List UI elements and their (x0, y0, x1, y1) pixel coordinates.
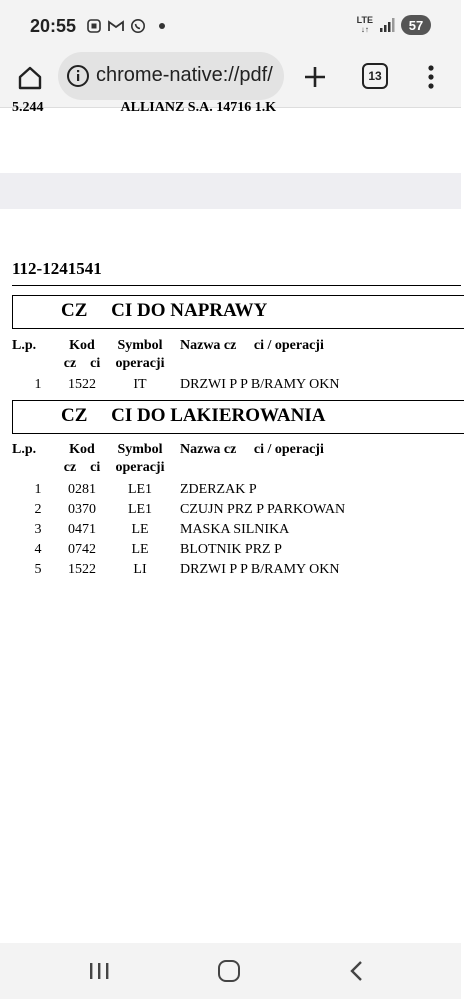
status-time: 20:55 (30, 16, 77, 36)
plus-icon (303, 65, 327, 89)
col-name: Nazwa cz ci / operacji (180, 442, 324, 457)
col-lp: L.p. (12, 442, 37, 457)
recent-apps-button[interactable] (88, 961, 110, 981)
section-title: CZ CI DO LAKIEROWANIA (61, 405, 326, 426)
col-kod: Kod cz ci (63, 442, 101, 475)
system-navigation-bar (0, 943, 461, 999)
tab-switcher-button[interactable]: 13 (362, 63, 388, 89)
document-number: 112-1241541 (12, 259, 102, 278)
more-notifications-dot (159, 23, 165, 29)
home-button[interactable] (14, 62, 46, 94)
prev-line-text: ALLIANZ S.A. 14716 1.K (120, 100, 277, 115)
col-lp: L.p. (12, 338, 37, 353)
previous-page-line (12, 100, 276, 116)
status-bar (0, 0, 461, 52)
back-icon (346, 959, 368, 983)
col-name: Nazwa cz ci / operacji (180, 338, 324, 353)
gmail-icon (107, 18, 125, 34)
page-separator (0, 173, 461, 209)
signal-icon (379, 17, 395, 33)
new-tab-button[interactable] (298, 60, 332, 94)
status-right (357, 15, 431, 35)
divider (12, 285, 461, 286)
col-kod: Kod cz ci (63, 338, 101, 371)
screenshot-icon (86, 18, 102, 34)
kebab-menu-icon (428, 65, 434, 89)
back-button[interactable] (346, 959, 368, 983)
notification-icons (86, 16, 165, 36)
section-header-painting (12, 400, 464, 434)
whatsapp-icon (130, 18, 146, 34)
recents-icon (88, 961, 110, 981)
col-symbol: Symbol operacji (115, 338, 165, 371)
url-text: chrome-native://pdf/ (96, 64, 273, 86)
pdf-viewer[interactable]: 5.244 ALLIANZ S.A. 14716 1.K 112-1241541 CZ CI DO NAPRAWY L.p. Kod cz ci Symbol operacji Nazwa cz ci / operacji 1 1522 IT DRZWI P P B/RAMY OKN CZ CI DO LAKIEROWANIA L.p. Kod cz ci Symbol operacji Nazwa cz ci / operacji 1 0281 LE1 ZDERZAK P 2 0370 LE1 CZUJN PRZ P PARKOWAN 3 0471 LE MASKA SILNIKA 4 0742 LE BLOTNIK PRZ P 5 1522 LI DRZWI P P B/RAMY OKN (0, 108, 461, 943)
section-header-repair (12, 295, 464, 329)
address-bar[interactable] (58, 52, 284, 100)
home-nav-button[interactable] (218, 960, 240, 982)
home-icon (17, 65, 43, 91)
prev-line-code: 5.244 (12, 100, 44, 115)
site-info-button[interactable] (66, 64, 90, 88)
col-symbol: Symbol operacji (115, 442, 165, 475)
more-menu-button[interactable] (418, 60, 444, 94)
battery-indicator: 57 (401, 15, 431, 35)
lte-indicator: LTE ↓↑ (356, 15, 373, 34)
section-title: CZ CI DO NAPRAWY (61, 300, 268, 321)
info-icon (66, 64, 90, 88)
